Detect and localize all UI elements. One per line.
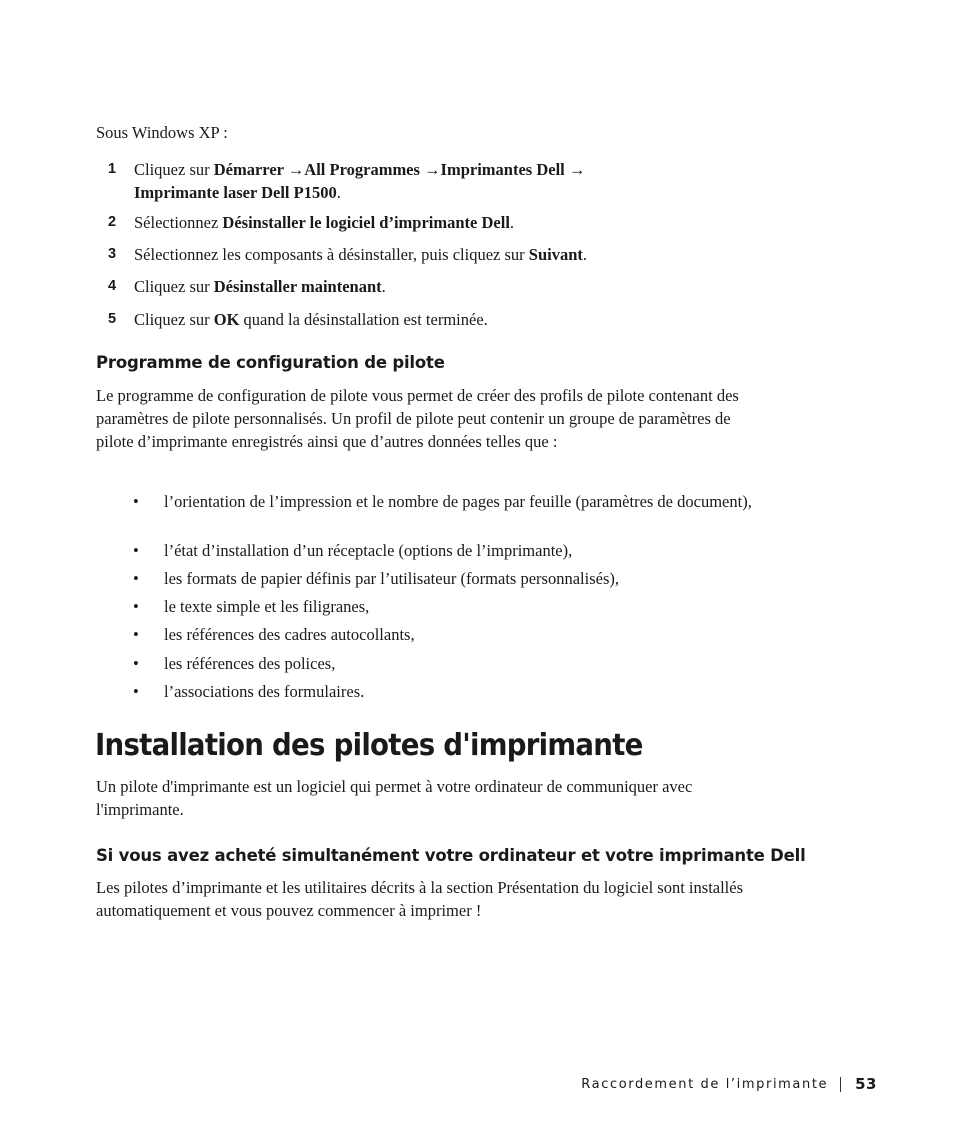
- step-menu-item: OK: [213, 310, 240, 329]
- step-text-plain: Sélectionnez les composants à désinstaller, puis cliquez sur: [134, 245, 529, 264]
- step-number: 3: [108, 246, 117, 262]
- step-number: 2: [108, 214, 117, 230]
- footer-chapter: Raccordement de l’imprimante: [581, 1076, 829, 1092]
- bullet-icon: •: [133, 492, 139, 511]
- list-item-text: les références des cadres autocollants,: [164, 625, 415, 644]
- step-menu-item: Désinstaller le logiciel d’imprimante Dell: [222, 213, 510, 232]
- section-paragraph: Le programme de configuration de pilote vous permet de créer des profils de pilote contenant des paramètres de pilote personnalisés. Un profil de pilote peut contenir un groupe de paramètres de pilote d’imprimante enregistrés ainsi que d’autres données telles que :: [96, 386, 739, 451]
- step-menu-item: Suivant: [528, 245, 583, 264]
- step-text-end: quand la désinstallation est terminée.: [239, 310, 488, 329]
- step-text: [134, 243, 794, 266]
- bullet-icon: •: [133, 654, 139, 673]
- section-heading-driver-config: Programme de configuration de pilote: [96, 353, 445, 372]
- step-text: [134, 211, 794, 234]
- section-paragraph: Les pilotes d’imprimante et les utilitaires décrits à la section Présentation du logiciel sont installés automatiquement et vous pouvez commencer à imprimer !: [96, 878, 744, 920]
- step-number: 5: [108, 311, 117, 327]
- step-text-end: .: [582, 245, 588, 264]
- list-item-text: les formats de papier définis par l’utilisateur (formats personnalisés),: [164, 569, 619, 588]
- page-footer: [581, 1075, 877, 1093]
- step-number: 1: [108, 161, 117, 177]
- list-item-text: l’orientation de l’impression et le nombre de pages par feuille (paramètres de document),: [164, 492, 752, 511]
- step-number: 4: [108, 278, 117, 294]
- step-text-plain: Cliquez sur: [134, 310, 214, 329]
- step-menu-path: Démarrer →All Programmes →Imprimantes Dell →: [213, 160, 586, 179]
- page-number: 53: [855, 1075, 877, 1093]
- step-text-end: .: [381, 277, 386, 296]
- bullet-icon: •: [133, 682, 139, 701]
- main-paragraph: Un pilote d'imprimante est un logiciel qui permet à votre ordinateur de communiquer avec l'imprimante.: [96, 777, 693, 819]
- list-item-text: l’associations des formulaires.: [164, 682, 365, 701]
- step-text-plain: Sélectionnez: [134, 213, 223, 232]
- list-item-text: le texte simple et les filigranes,: [164, 597, 370, 616]
- section-heading-dell-purchase: Si vous avez acheté simultanément votre ordinateur et votre imprimante Dell: [96, 846, 806, 865]
- bullet-icon: •: [133, 541, 139, 560]
- footer-divider: [840, 1077, 841, 1092]
- list-item-text: l’état d’installation d’un réceptacle (options de l’imprimante),: [164, 541, 573, 560]
- step-menu-item: Désinstaller maintenant: [213, 277, 382, 296]
- step-text-end: .: [336, 183, 341, 202]
- step-text-plain: Cliquez sur: [134, 277, 214, 296]
- list-item-text: les références des polices,: [164, 654, 336, 673]
- step-text-end: .: [509, 213, 515, 232]
- bullet-icon: •: [133, 597, 139, 616]
- step-text: [134, 275, 794, 298]
- step-text-plain: Cliquez sur: [134, 160, 214, 179]
- intro-text: Sous Windows XP :: [96, 123, 228, 142]
- bullet-icon: •: [133, 625, 139, 644]
- step-menu-item: Imprimante laser Dell P1500: [134, 183, 337, 202]
- step-text: [134, 158, 794, 204]
- page-title: Installation des pilotes d'imprimante: [95, 728, 643, 763]
- bullet-icon: •: [133, 569, 139, 588]
- step-text: [134, 308, 794, 331]
